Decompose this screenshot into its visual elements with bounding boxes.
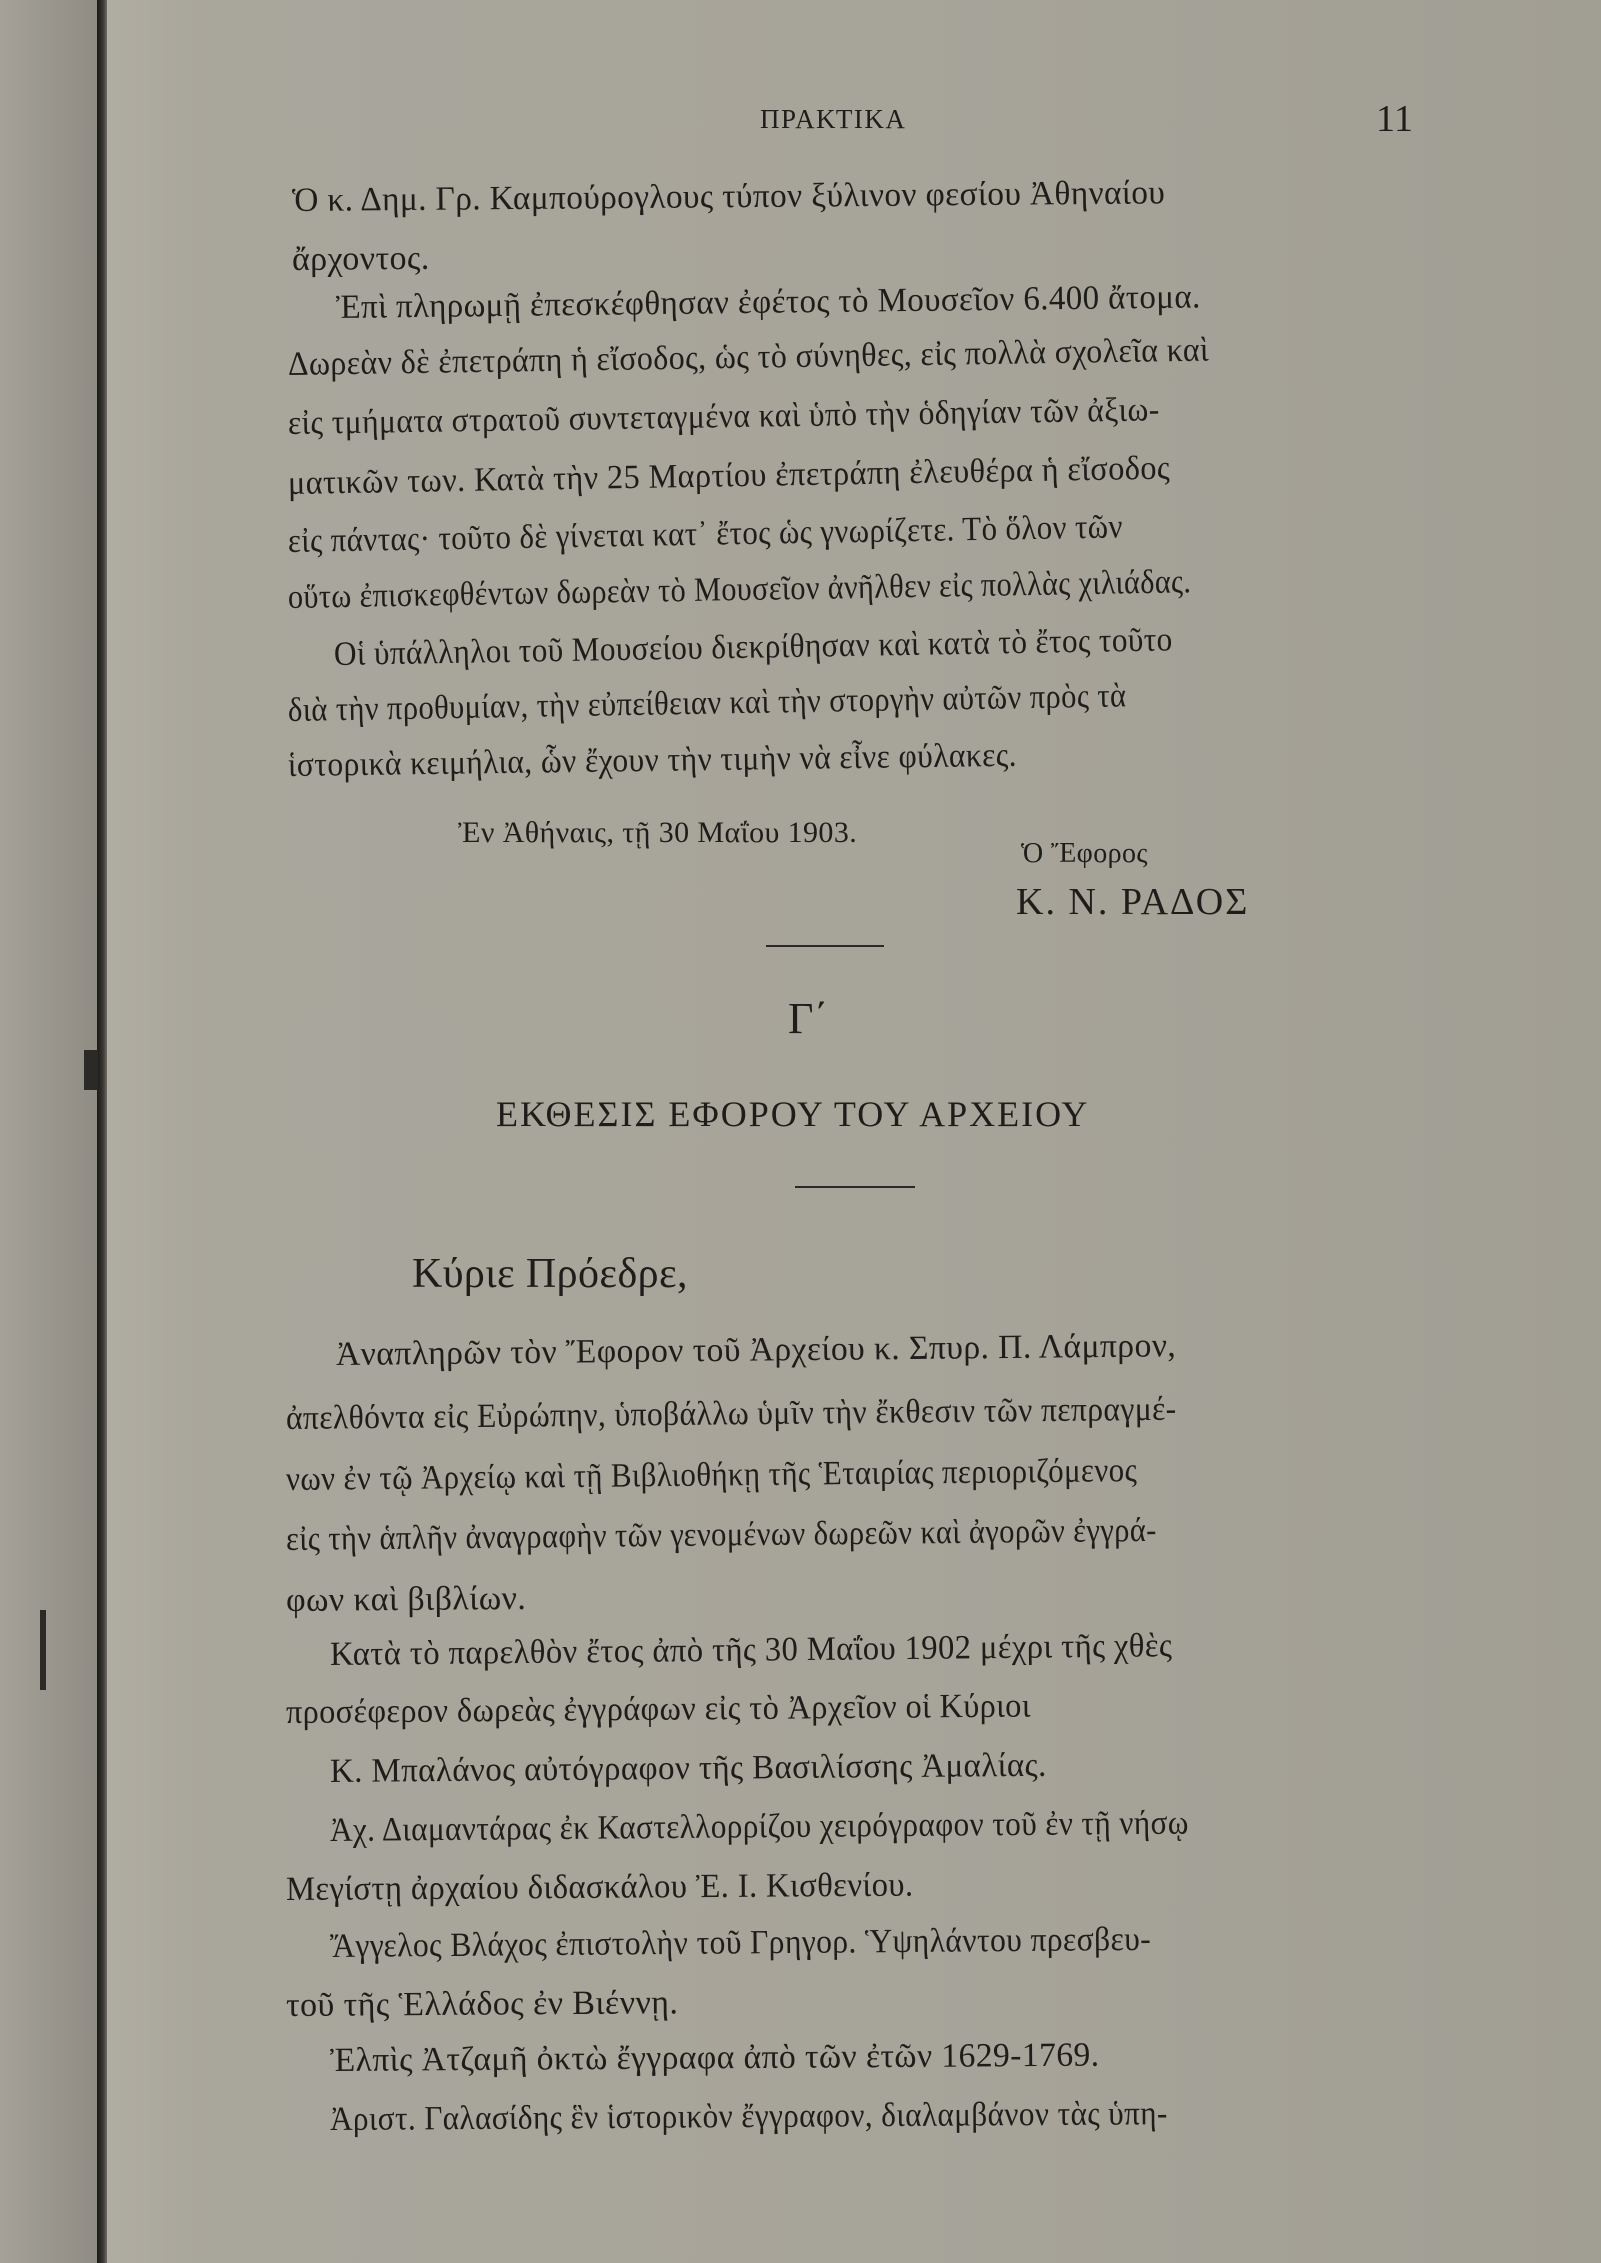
signatory-role: Ὁ Ἔφορος <box>1021 838 1148 869</box>
donor-entry: Μεγίστῃ ἀρχαίου διδασκάλου Ἐ. Ι. Κισθενίου. <box>285 1866 914 1908</box>
salutation: Κύριε Πρόεδρε, <box>412 1251 688 1297</box>
donor-entry: Ἀριστ. Γαλασίδης ἓν ἱστορικὸν ἔγγραφον, διαλαμβάνον τὰς ὑπη- <box>329 2095 1168 2138</box>
text-line: Δωρεὰν δὲ ἐπετράπη ἡ εἴσοδος, ὡς τὸ σύνηθες, εἰς πολλὰ σχολεῖα καὶ <box>287 331 1210 383</box>
binding-mark <box>84 1050 98 1090</box>
text-line: Οἱ ὑπάλληλοι τοῦ Μουσείου διεκρίθησαν καὶ κατὰ τὸ ἔτος τοῦτο <box>333 621 1173 673</box>
binding-mark <box>40 1610 46 1690</box>
text-line: εἰς πάντας· τοῦτο δὲ γίνεται κατ᾿ ἔτος ὡς γνωρίζετε. Τὸ ὅλον τῶν <box>287 508 1124 560</box>
separator-rule <box>766 945 884 947</box>
binding-edge <box>97 0 107 2263</box>
text-line: ἄρχοντος. <box>291 239 430 278</box>
text-line: εἰς τὴν ἁπλῆν ἀναγραφὴν τῶν γενομένων δωρεῶν καὶ ἀγορῶν ἐγγρά- <box>285 1511 1157 1558</box>
text-line: ματικῶν των. Κατὰ τὴν 25 Μαρτίου ἐπετράπη ἐλευθέρα ἡ εἴσοδος <box>287 449 1171 502</box>
section-letter: Γ΄ <box>788 994 829 1043</box>
report-title: ΕΚΘΕΣΙΣ ΕΦΟΡΟΥ ΤΟΥ ΑΡΧΕΙΟΥ <box>496 1094 1090 1134</box>
separator-rule <box>795 1186 915 1188</box>
running-header: ΠΡΑΚΤΙΚΑ <box>760 104 907 134</box>
binding-shadow <box>0 0 97 2263</box>
text-line: Ὁ κ. Δημ. Γρ. Καμπούρογλους τύπον ξύλινον φεσίου Ἀθηναίου <box>291 174 1166 219</box>
text-line: οὕτω ἐπισκεφθέντων δωρεὰν τὸ Μουσεῖον ἀνῆλθεν εἰς πολλὰς χιλιάδας. <box>287 563 1192 616</box>
page-number: 11 <box>1376 98 1414 140</box>
text-line: προσέφερον δωρεὰς ἐγγράφων εἰς τὸ Ἀρχεῖον οἱ Κύριοι <box>285 1687 1031 1731</box>
date-line: Ἐν Ἀθήναις, τῇ 30 Μαΐου 1903. <box>458 816 858 849</box>
text-line: ἱστορικὰ κειμήλια, ὧν ἔχουν τὴν τιμὴν νὰ εἶνε φύλακες. <box>287 736 1018 784</box>
text-line: Ἐπὶ πληρωμῇ ἐπεσκέφθησαν ἐφέτος τὸ Μουσεῖον 6.400 ἄτομα. <box>335 278 1201 326</box>
donor-entry: Κ. Μπαλάνος αὐτόγραφον τῆς Βασιλίσσης Ἀμαλίας. <box>329 1746 1047 1790</box>
donor-entry: Ἐλπὶς Ἀτζαμῆ ὀκτὼ ἔγγραφα ἀπὸ τῶν ἐτῶν 1629-1769. <box>329 2036 1100 2079</box>
text-line: Κατὰ τὸ παρελθὸν ἔτος ἀπὸ τῆς 30 Μαΐου 1902 μέχρι τῆς χθὲς <box>329 1627 1173 1673</box>
text-line: διὰ τὴν προθυμίαν, τὴν εὐπείθειαν καὶ τὴν στοργὴν αὐτῶν πρὸς τὰ <box>287 677 1127 729</box>
donor-entry: Ἄγγελος Βλάχος ἐπιστολὴν τοῦ Γρηγορ. Ὑψηλάντου πρεσβευ- <box>329 1920 1152 1965</box>
text-line: ἀπελθόντα εἰς Εὐρώπην, ὑποβάλλω ὑμῖν τὴν ἔκθεσιν τῶν πεπραγμέ- <box>285 1390 1177 1437</box>
text-line: φων καὶ βιβλίων. <box>285 1579 527 1619</box>
text-line: Ἀναπληρῶν τὸν Ἔφορον τοῦ Ἀρχείου κ. Σπυρ. Π. Λάμπρον, <box>335 1327 1177 1373</box>
text-line: εἰς τμήματα στρατοῦ συντεταγμένα καὶ ὑπὸ τὴν ὁδηγίαν τῶν ἀξιω- <box>287 391 1160 442</box>
donor-entry: Ἀχ. Διαμαντάρας ἐκ Καστελλορρίζου χειρόγραφον τοῦ ἐν τῇ νήσῳ <box>329 1804 1189 1849</box>
donor-entry: τοῦ τῆς Ἑλλάδος ἐν Βιέννῃ. <box>285 1984 679 2024</box>
text-line: νων ἐν τῷ Ἀρχείῳ καὶ τῇ Βιβλιοθήκῃ τῆς Ἑταιρίας περιοριζόμενος <box>285 1452 1138 1498</box>
signatory-name: Κ. Ν. ΡΑΔΟΣ <box>1016 881 1250 923</box>
